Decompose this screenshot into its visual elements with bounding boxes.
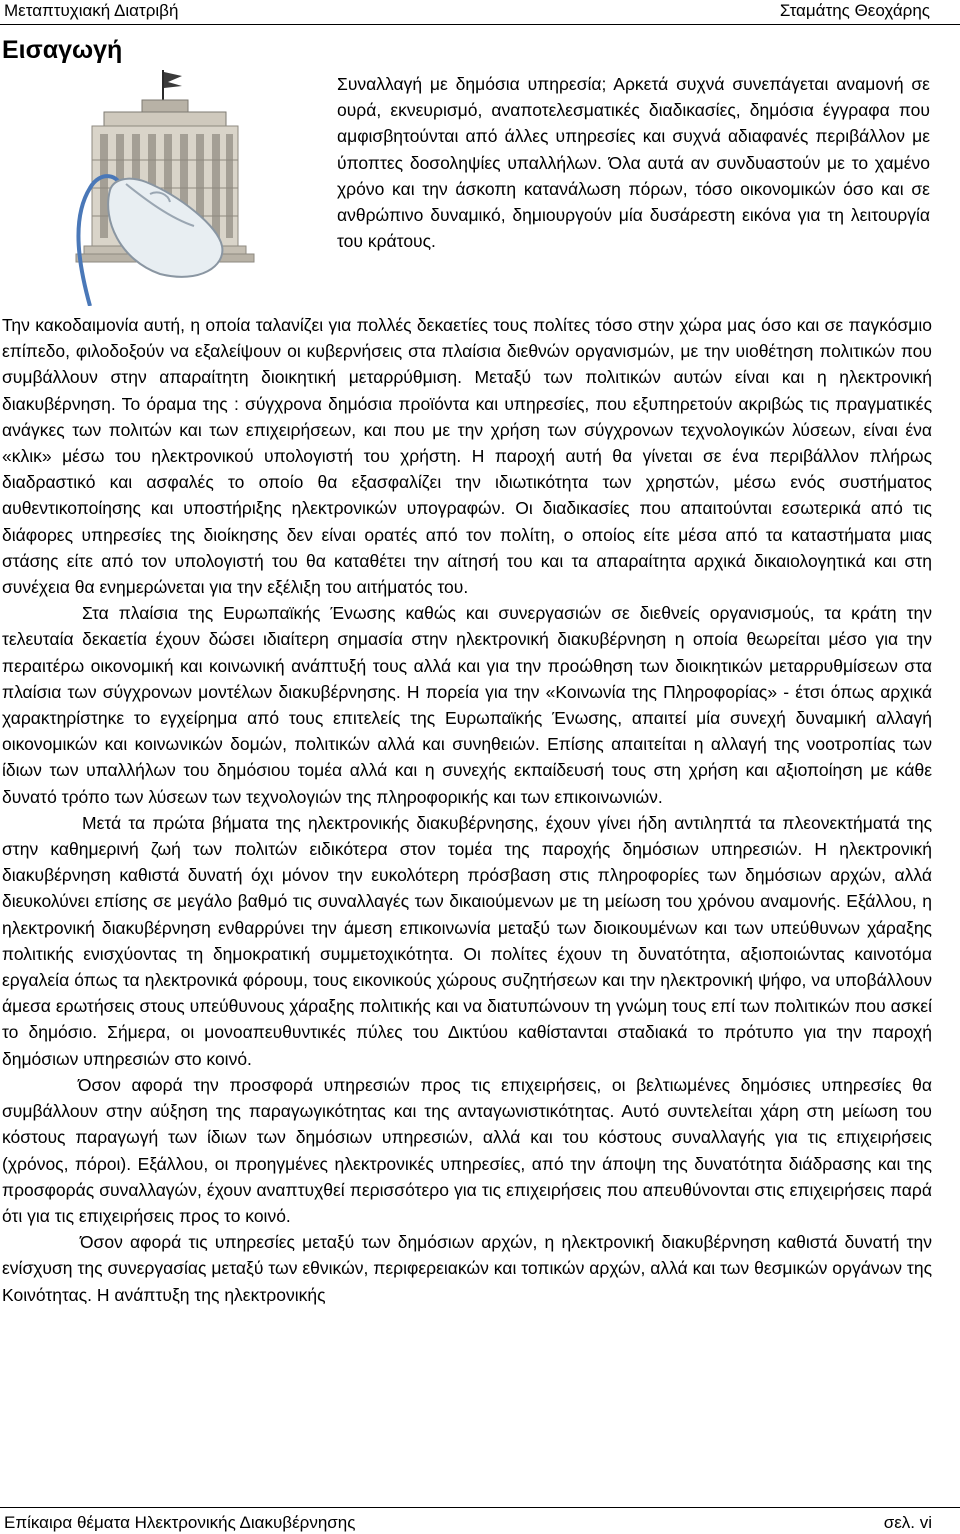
illustration-svg <box>50 70 310 306</box>
header-thesis-label: Μεταπτυχιακή Διατριβή <box>4 1 179 20</box>
paragraph-benefits-citizens: Μετά τα πρώτα βήματα της ηλεκτρονικής διακυβέρνησης, έχουν γίνει ήδη αντιληπτά τα πλεονεκτήματά της στην καθημερινή ζωή των πολιτών ειδικότερα στον τομέα της παροχής δημόσιων υπηρεσιών. Η ηλεκτρονική διακυβέρνηση καθιστά δυνατή όχι μόνον την ευκολότερη πρόσβαση στις πληροφορίες των δημόσιων αρχών, αλλά διευκολύνει επίσης σε μεγάλο βαθμό τις συναλλαγές των δικαιούμενων με τη μείωση του χρόνου αναμονής. Εξάλλου, η ηλεκτρονική διακυβέρνηση ενθαρρύνει την άμεση επικοινωνία μεταξύ των διοικουμένων και των υπεύθυνων χάραξης πολιτικής ενισχύοντας τη δημοκρατική συμμετοχικότητα. Οι πολίτες έχουν τη δυνατότητα, αξιοποιώντας καινοτόμα εργαλεία όπως τα ηλεκτρονικά φόρουμ, τους εικονικούς χώρους συζητήσεων και την ηλεκτρονική ψήφο, να υποβάλλουν άμεσα ερωτήσεις στους υπεύθυνους χάραξης πολιτικής και να διατυπώνουν τη γνώμη τους επί των πολιτικών που ασκεί το δημόσιο. Σήμερα, οι μονοαπευθυντικές πύλες του Δικτύου καθίστανται σταδιακά το πρότυπο για την παροχή δημόσιων υπηρεσιών στο κοινό. <box>2 812 932 1069</box>
government-building-mouse-icon <box>50 70 310 306</box>
footer-page-number: σελ. vi <box>883 1513 932 1532</box>
flag <box>164 72 182 88</box>
page-header <box>0 0 960 25</box>
roof-top <box>142 100 188 112</box>
body-text <box>2 312 932 1308</box>
paragraph-e-government-vision: Την κακοδαιμονία αυτή, η οποία ταλανίζει για πολλές δεκαετίες τους πολίτες τόσο στην χώρα μας όσο και σε παγκόσμιο επίπεδο, φιλοδοξούν να εξαλείψουν οι κυβερνήσεις στα πλαίσια διεθνών οργανισμών, με την υιοθέτηση πολιτικών που συμβάλλουν στην απαραίτητη διοικητική μεταρρύθμιση. Μεταξύ των πολιτικών αυτών είναι και η ηλεκτρονική διακυβέρνηση. Το όραμα της : σύγχρονα δημόσια προϊόντα και υπηρεσίες, που εξυπηρετούν ακριβώς τις πραγματικές ανάγκες των πολιτών και των επιχειρήσεων, και που με την χρήση των σύγχρονων τεχνολογικών λύσεων, είναι ένα «κλικ» μέσω του ηλεκτρονικού υπολογιστή του χρήστη. Η παροχή αυτή θα γίνεται σε ένα περιβάλλον πλήρως διαδραστικό και ασφαλές το οποίο θα εξασφαλίζει την ιδιωτικότητα των χρηστών, μέσω ενός συστήματος αυθεντικοποίησης και υποστήριξης ηλεκτρονικών υπογραφών. Οι διαδικασίες που απαιτούνται εσωτερικά από τις διάφορες υπηρεσίες της διοίκησης δεν είναι ορατές από τον πολίτη, ο οποίος είτε μέσα από τα καταστήματα μιας στάσης είτε από τον υπολογιστή του θα καταθέτει την αίτησή του και τα απαραίτητα αρχικά δικαιολογητικά και στη συνέχεια θα ενημερώνεται για την εξέλιξη του αιτήματός του. <box>2 315 932 598</box>
header-author-name: Σταμάτης Θεοχάρης <box>779 1 930 20</box>
footer-course-title: Επίκαιρα θέματα Ηλεκτρονικής Διακυβέρνησης <box>4 1513 356 1532</box>
section-title: Εισαγωγή <box>2 36 123 64</box>
intro-paragraph: Συναλλαγή με δημόσια υπηρεσία; Αρκετά συχνά συνεπάγεται αναμονή σε ουρά, εκνευρισμό, αναποτελεσματικές διαδικασίες, δημόσια έγγραφα που αμφισβητούνται από άλλες υπηρεσίες και συχνά αδιαφανές περιβάλλον με ύποπτες δοσοληψίες υπαλλήλων. Όλα αυτά αν συνδυαστούν με το χαμένο χρόνο και την άσκοπη κατανάλωση πόρων, τόσο οικονομικών όσο και σε ανθρώπινο δυναμικό, δημιουργούν μία δυσάρεστη εικόνα για τη λειτουργία του κράτους. <box>337 74 930 252</box>
upper-cornice <box>104 112 226 126</box>
paragraph-european-union: Στα πλαίσια της Ευρωπαϊκής Ένωσης καθώς και συνεργασιών σε διεθνείς οργανισμούς, τα κράτη την τελευταία δεκαετία έχουν δώσει ιδιαίτερη σημασία στην ηλεκτρονική διακυβέρνηση η οποία θεωρείται μέσο για την περαιτέρω οικονομική και κοινωνική ανάπτυξή τους αλλά και για την προώθηση των διοικητικών μεταρρυθμίσεων στα πλαίσια των σύγχρονων μοντέλων διακυβέρνησης. Η πορεία για την «Κοινωνία της Πληροφορίας» - έτσι όπως αρχικά χαρακτηρίστηκε το εγχείρημα από τους επιτελείς της Ευρωπαϊκής Ένωσης, απαιτεί μία συνεχή δυναμική αλλαγή οικονομικών και κοινωνικών δομών, πολιτικών αλλά και συνηθειών. Επίσης απαιτείται η αλλαγή της νοοτροπίας των ίδιων των υπαλλήλων του δημόσιου τομέα αλλά και η συνεχής εκπαίδευσή τους στη χρήση και αξιοποίηση με κάθε δυνατό τρόπο των λύσεων των τεχνολογιών της πληροφορικής και των επικοινωνιών. <box>2 603 932 807</box>
paragraph-public-authorities: Όσον αφορά τις υπηρεσίες μεταξύ των δημόσιων αρχών, η ηλεκτρονική διακυβέρνηση καθιστά δυνατή την ενίσχυση της συνεργασίας μεταξύ των εθνικών, περιφερειακών και τοπικών αρχών, αλλά και των θεσμικών οργάνων της Κοινότητας. Η ανάπτυξη της ηλεκτρονικής <box>2 1232 932 1305</box>
page-footer <box>0 1507 960 1534</box>
paragraph-business-services: Όσον αφορά την προσφορά υπηρεσιών προς τις επιχειρήσεις, οι βελτιωμένες δημόσιες υπηρεσίες θα συμβάλλουν στην αύξηση της παραγωγικότητας και της ανταγωνιστικότητας. Αυτό συντελείται χάρη στη μείωση του κόστους παραγωγή των ίδιων των δημόσιων υπηρεσιών, αλλά και του κόστους συναλλαγής για τις επιχειρήσεις (χρόνος, πόροι). Εξάλλου, οι προηγμένες ηλεκτρονικές υπηρεσίες, από την άποψη της δυνατότητα διάδρασης και της προσφοράς συναλλαγών, έχουν αναπτυχθεί περισσότερο για τις επιχειρήσεις που απευθύνονται στις επιχειρήσεις παρά ότι για τις επιχειρήσεις προς το κοινό. <box>2 1074 932 1226</box>
